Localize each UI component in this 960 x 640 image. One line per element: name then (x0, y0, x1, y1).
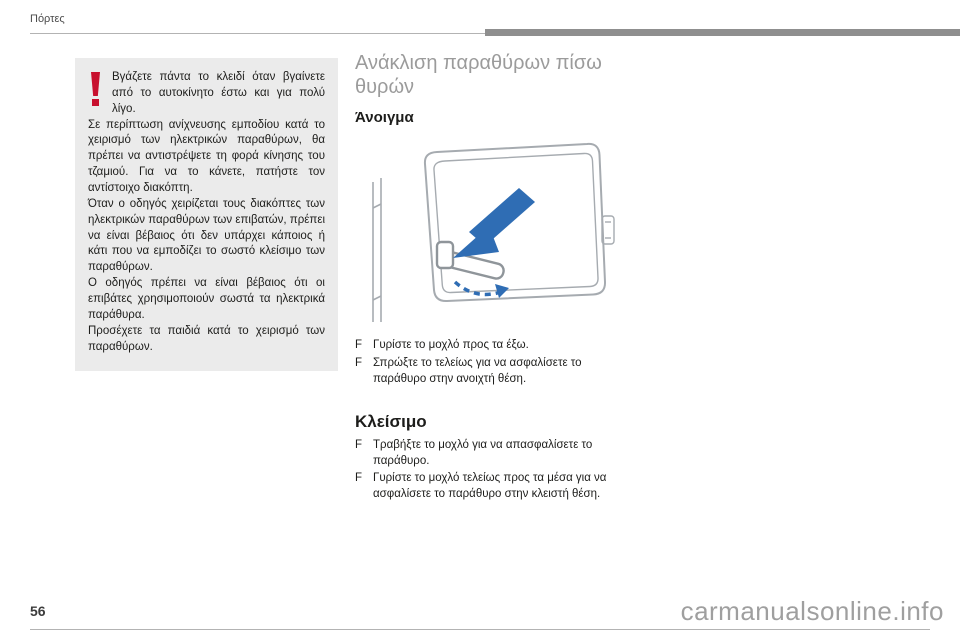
bottom-rule (30, 629, 930, 630)
push-arrow (453, 188, 535, 258)
warning-paragraph: Όταν ο οδηγός χειρίζεται τους διακόπτες των ηλεκτρικών παραθύρων των επιβατών, πρέπει να είναι βέβαιος ότι δεν υπάρχει κάποιος ή κάτι που να εμποδίζει το σωστό κλείσιμο των παραθύρων. (88, 197, 325, 274)
warning-paragraph: Βγάζετε πάντα το κλειδί όταν βγαίνετε από το αυτοκίνητο έστω και για πολύ λίγο. (112, 71, 325, 115)
step-item (355, 438, 607, 470)
warning-paragraph: Προσέχετε τα παιδιά κατά το χειρισμό των παραθύρων. (88, 324, 325, 353)
step-text: Γυρίστε το μοχλό τελείως προς τα μέσα για να ασφαλίσετε το παράθυρο στην κλειστή θέση. (373, 472, 607, 501)
watermark: carmanualsonline.info (680, 596, 944, 626)
warning-paragraph: Σε περίπτωση ανίχνευσης εμποδίου κατά το χειρισμό των ηλεκτρικών παραθύρων, θα πρέπει να αντιστρέψετε τη φορά κίνησης του τζαμιού. Για να το κάνετε, πατήστε τον αντίστοιχο διακόπτη. (88, 118, 325, 195)
content-column (355, 52, 655, 505)
window-latch-illustration (359, 130, 631, 332)
closing-heading: Κλείσιμο (355, 411, 427, 431)
step-text: Γυρίστε το μοχλό προς τα έξω. (373, 339, 529, 352)
warning-paragraph: Ο οδηγός πρέπει να είναι βέβαιος ότι οι επιβάτες χρησιμοποιούν σωστά τα ηλεκτρικά παράθυρα. (88, 277, 325, 321)
page-number: 56 (30, 603, 46, 619)
top-rule-thick (485, 29, 960, 36)
step-marker-icon: F (355, 357, 363, 370)
warning-exclamation-icon (88, 72, 103, 108)
closing-steps (355, 438, 607, 503)
opening-heading: Άνοιγμα (355, 109, 414, 127)
window-frame-inner (434, 154, 598, 293)
running-header: Πόρτες (30, 13, 65, 25)
opening-steps (355, 338, 607, 388)
window-frame-outer (425, 144, 605, 301)
step-item (355, 356, 607, 388)
rotate-arrow (455, 282, 509, 298)
door-edge-lines (373, 178, 381, 322)
step-marker-icon: F (355, 438, 363, 451)
step-marker-icon: F (355, 339, 363, 352)
step-text: Σπρώξτε το τελείως για να ασφαλίσετε το παράθυρο στην ανοιχτή θέση. (373, 357, 582, 385)
warning-box (75, 58, 338, 371)
step-item (355, 471, 607, 503)
section-title: Ανάκλιση παραθύρων πίσω θυρών (355, 52, 602, 98)
step-item (355, 338, 607, 354)
step-marker-icon: F (355, 472, 363, 485)
step-text: Τραβήξτε το μοχλό για να απασφαλίσετε το παράθυρο. (373, 438, 593, 467)
